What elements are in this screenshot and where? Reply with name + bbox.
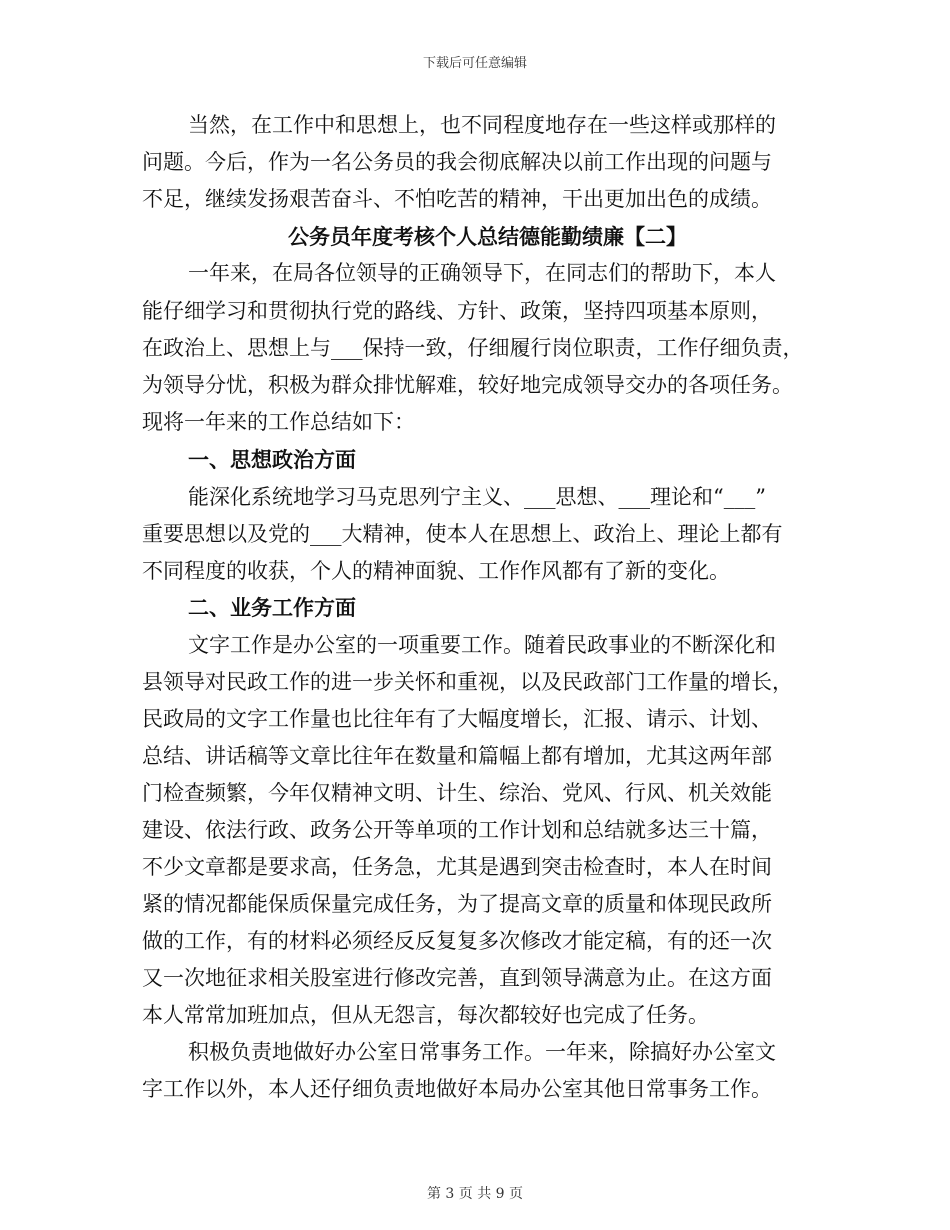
page-footer: 第 3 页 共 9 页 [426,1186,524,1202]
body-line: 重要思想以及党的___大精神，使本人在思想上、政治上、理论上都有 [142,522,783,546]
body-line: 建设、依法行政、政务公开等单项的工作计划和总结就多达三十篇， [142,818,772,842]
heading-ideology: 一、思想政治方面 [188,447,356,472]
body-line: 文字工作是办公室的一项重要工作。随着民政事业的不断深化和 [188,633,776,657]
body-line: 积极负责地做好办公室日常事务工作。一年来，除搞好办公室文 [188,1040,776,1064]
body-line: 问题。今后，作为一名公务员的我会彻底解决以前工作出现的问题与 [142,150,772,174]
body-line: 不少文章都是要求高，任务急，尤其是遇到突击检查时，本人在时间 [142,855,772,879]
body-line: 总结、讲话稿等文章比往年在数量和篇幅上都有增加，尤其这两年部 [142,744,772,768]
body-line: 不足，继续发扬艰苦奋斗、不怕吃苦的精神，干出更加出色的成绩。 [142,187,772,211]
page-header: 下载后可任意编辑 [422,56,527,71]
body-line: 一年来，在局各位领导的正确领导下，在同志们的帮助下，本人 [188,261,776,285]
body-line: 县领导对民政工作的进一步关怀和重视，以及民政部门工作量的增长， [142,670,793,694]
body-line: 能仔细学习和贯彻执行党的路线、方针、政策，坚持四项基本原则， [142,299,772,323]
body-line: 现将一年来的工作总结如下： [142,410,415,434]
body-line: 当然，在工作中和思想上，也不同程度地存在一些这样或那样的 [188,113,776,137]
body-line: 紧的情况都能保质保量完成任务，为了提高文章的质量和体现民政所 [142,892,772,916]
body-line: 门检查频繁，今年仅精神文明、计生、综治、党风、行风、机关效能 [142,781,772,805]
body-line: 能深化系统地学习马克思列宁主义、___思想、___理论和“___” [188,485,766,509]
section-title: 公务员年度考核个人总结德能勤绩廉【二】 [288,224,687,249]
heading-business: 二、业务工作方面 [188,595,356,620]
body-line: 不同程度的收获，个人的精神面貌、工作作风都有了新的变化。 [142,559,730,583]
body-line: 本人常常加班加点，但从无怨言，每次都较好也完成了任务。 [142,1003,709,1027]
body-line: 字工作以外，本人还仔细负责地做好本局办公室其他日常事务工作。 [142,1077,772,1101]
body-line: 为领导分忧，积极为群众排忧解难，较好地完成领导交办的各项任务。 [142,373,793,397]
body-line: 民政局的文字工作量也比往年有了大幅度增长，汇报、请示、计划、 [142,707,772,731]
body-line: 做的工作，有的材料必须经反反复复多次修改才能定稿，有的还一次 [142,929,772,953]
body-line: 在政治上、思想上与___保持一致，仔细履行岗位职责，工作仔细负责， [142,336,804,360]
body-line: 又一次地征求相关股室进行修改完善，直到领导满意为止。在这方面 [142,966,772,990]
